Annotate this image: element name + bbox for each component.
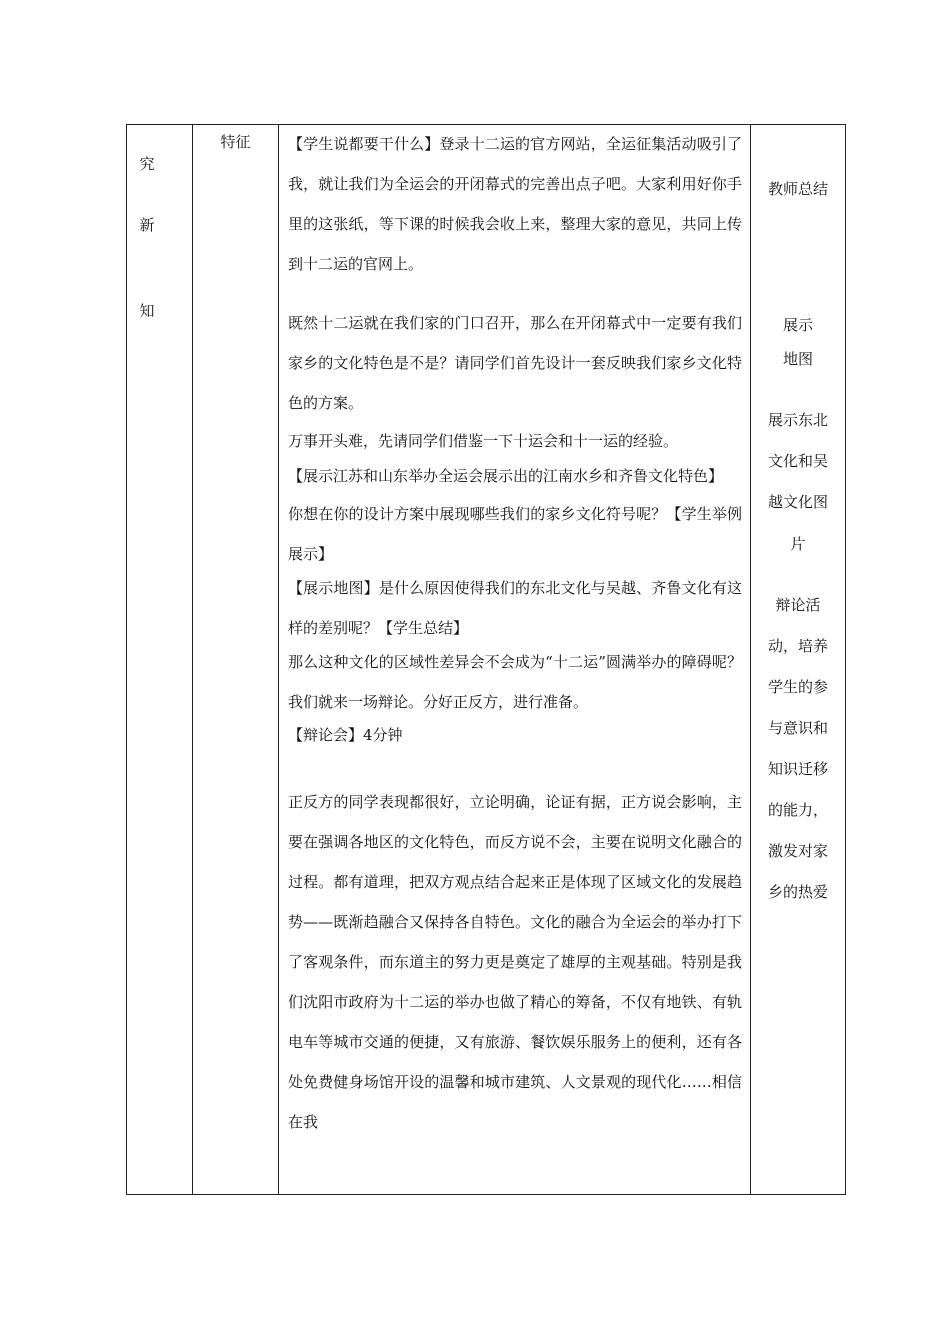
- feature-label: 特征: [220, 133, 251, 151]
- content-paragraph: 【展示江苏和山东举办全运会展示出的江南水乡和齐鲁文化特色】: [288, 467, 724, 485]
- note-line: 动，培养: [767, 637, 828, 655]
- note-line: 的能力，: [767, 801, 828, 819]
- stage-char: 新: [139, 216, 155, 234]
- note-line: 展示: [782, 316, 813, 334]
- stage-char: 知: [139, 302, 155, 320]
- note-line: 知识迁移: [767, 760, 828, 778]
- notes-column: [751, 125, 846, 1195]
- content-paragraph: 正反方的同学表现都很好，立论明确，论证有据，正方说会影响，主要在强调各地区的文化特色，而反方说不会，主要在说明文化融合的过程。都有道理，把双方观点结合起来正是体现了区域文化的发展趋势——既渐趋融合又保持各自特色。文化的融合为全运会的举办打下了客观条件，而东道主的努力更是奠定了雄厚的主观基础。特别是我们沈阳市政府为十二运的举办也做了精心的筹备，不仅有地铁、有轨电车等城市交通的便捷，又有旅游、餐饮娱乐服务上的便利，还有各处免费健身场馆开设的温馨和城市建筑、人文景观的现代化……相信在我: [288, 793, 742, 1131]
- content-column: [279, 125, 751, 1195]
- content-paragraph: 万事开头难，先请同学们借鉴一下十运会和十一运的经验。: [288, 432, 679, 450]
- note-line: 与意识和: [767, 719, 828, 737]
- table-row: [127, 125, 846, 1195]
- content-paragraph: 你想在你的设计方案中展现哪些我们的家乡文化符号呢？【学生举例展示】: [288, 505, 742, 563]
- note-line: 乡的热爱: [767, 883, 828, 901]
- content-paragraph: 【展示地图】是什么原因使得我们的东北文化与吴越、齐鲁文化有这样的差别呢？【学生总结】: [288, 579, 742, 637]
- note-line: 激发对家: [767, 842, 828, 860]
- note-line: 辩论活: [775, 596, 821, 614]
- note-line: 地图: [782, 350, 813, 368]
- note-line: 展示东北: [767, 411, 828, 429]
- stage-column: [127, 125, 193, 1195]
- content-paragraph: 既然十二运就在我们家的门口召开，那么在开闭幕式中一定要有我们家乡的文化特色是不是？请同学们首先设计一套反映我们家乡文化特色的方案。: [288, 314, 742, 412]
- lesson-plan-table: [126, 124, 846, 1195]
- feature-column: [193, 125, 279, 1195]
- content-paragraph: 【学生说都要干什么】登录十二运的官方网站，全运征集活动吸引了我，就让我们为全运会的开闭幕式的完善出点子吧。大家利用好你手里的这张纸，等下课的时候我会收上来，整理大家的意见，共同上传到十二运的官网上。: [288, 135, 742, 273]
- note-line: 教师总结: [767, 180, 828, 198]
- content-paragraph: 【辩论会】4分钟: [288, 726, 403, 744]
- note-line: 文化和吴: [767, 452, 828, 470]
- content-paragraph: 那么这种文化的区域性差异会不会成为“十二运”圆满举办的障碍呢？我们就来一场辩论。分好正反方，进行准备。: [288, 653, 742, 711]
- note-line: 学生的参: [767, 678, 828, 696]
- note-line: 片: [790, 535, 806, 553]
- stage-char: 究: [139, 155, 155, 173]
- note-line: 越文化图: [767, 493, 828, 511]
